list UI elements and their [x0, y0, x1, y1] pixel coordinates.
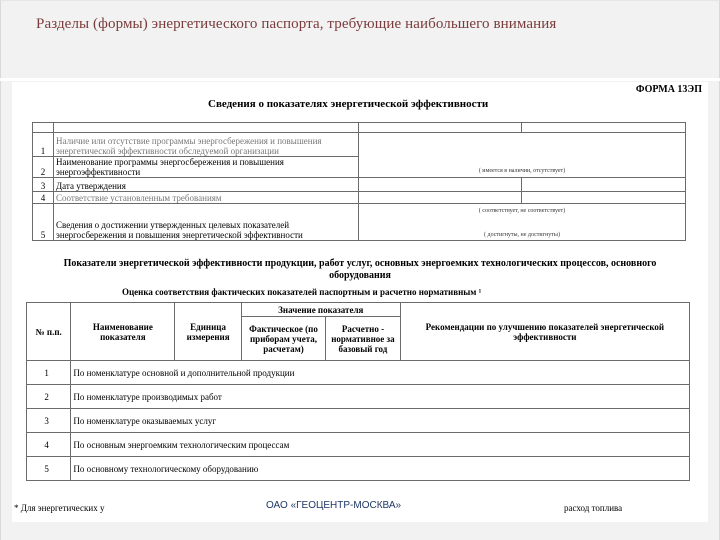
header-value-group: Значение показателя — [241, 303, 400, 317]
table-row — [27, 385, 690, 409]
table-row — [33, 204, 686, 241]
section2-table — [26, 302, 690, 481]
row-number: 5 — [27, 457, 71, 481]
form-heading: Сведения о показателях энергетической эффективности — [208, 98, 489, 110]
row-text: По основным энергоемким технологическим процессам — [71, 433, 690, 457]
section2-heading: Показатели энергетической эффективности продукции, работ услуг, основных энергоемких технологических процессов, основного оборудования — [63, 258, 657, 281]
conformity-hint-text: ( соответствует, не соответствует) — [478, 208, 566, 214]
table-header-row — [27, 303, 690, 317]
table-row — [33, 192, 686, 204]
row-text: По номенклатуре основной и дополнительной продукции — [71, 361, 690, 385]
table-cell — [522, 123, 686, 133]
row-number: 4 — [33, 192, 54, 204]
row-number: 2 — [27, 385, 71, 409]
table-cell — [33, 123, 54, 133]
table-row — [27, 361, 690, 385]
section1-table — [32, 122, 686, 241]
header-indicator: Наименование показателя — [71, 303, 175, 361]
row-text: Наличие или отсутствие программы энергосбережения и повышения энергетической эффективности обследуемой организации — [54, 133, 359, 157]
row-number: 5 — [33, 204, 54, 241]
header-unit: Единица измерения — [175, 303, 242, 361]
table-row — [27, 433, 690, 457]
header-normative: Расчетно - нормативное за базовый год — [326, 317, 401, 361]
form-document — [12, 82, 708, 522]
header-no: № п.п. — [27, 303, 71, 361]
row-text: Дата утверждения — [54, 178, 359, 192]
table-row — [27, 409, 690, 433]
table-row — [33, 133, 686, 157]
row-text: Соответствие установленным требованиям — [54, 192, 359, 204]
footnote-start: * Для энергетических у — [14, 503, 105, 513]
table-cell — [522, 192, 686, 204]
table-cell — [359, 123, 522, 133]
row-text: Наименование программы энергосбережения и повышения энергоэффективности — [54, 157, 359, 178]
achievement-hint-text: ( достигнуты, не достигнуты) — [484, 232, 560, 238]
row-number: 4 — [27, 433, 71, 457]
header-actual: Фактическое (по приборам учета, расчетам) — [241, 317, 325, 361]
row-number: 3 — [27, 409, 71, 433]
conformity-hint — [359, 204, 686, 241]
row-number: 3 — [33, 178, 54, 192]
title-divider — [0, 78, 720, 81]
slide-title: Разделы (формы) энергетического паспорта, требующие наибольшего внимания — [36, 16, 557, 32]
footnote-end: расход топлива — [564, 503, 623, 513]
form-number: ФОРМА 13ЭП — [635, 84, 702, 95]
table-cell — [522, 178, 686, 192]
presence-hint: ( имеется в наличии, отсутствует) — [359, 133, 686, 178]
row-number: 2 — [33, 157, 54, 178]
row-text: Сведения о достижении утвержденных целевых показателей энергосбережения и повышения энергетической эффективности — [54, 204, 359, 241]
section2-subheading: Оценка соответствия фактических показателей паспортным и расчетно нормативным ¹ — [122, 287, 482, 297]
table-cell — [54, 123, 359, 133]
row-number: 1 — [33, 133, 54, 157]
row-number: 1 — [27, 361, 71, 385]
table-cell — [359, 178, 522, 192]
header-recommendations: Рекомендации по улучшению показателей энергетической эффективности — [400, 303, 689, 361]
table-cell — [359, 192, 522, 204]
organization-label: ОАО «ГЕОЦЕНТР-МОСКВА» — [262, 500, 405, 511]
table-row — [33, 178, 686, 192]
table-row — [27, 457, 690, 481]
row-text: По номенклатуре производимых работ — [71, 385, 690, 409]
row-text: По основному технологическому оборудованию — [71, 457, 690, 481]
row-text: По номенклатуре оказываемых услуг — [71, 409, 690, 433]
